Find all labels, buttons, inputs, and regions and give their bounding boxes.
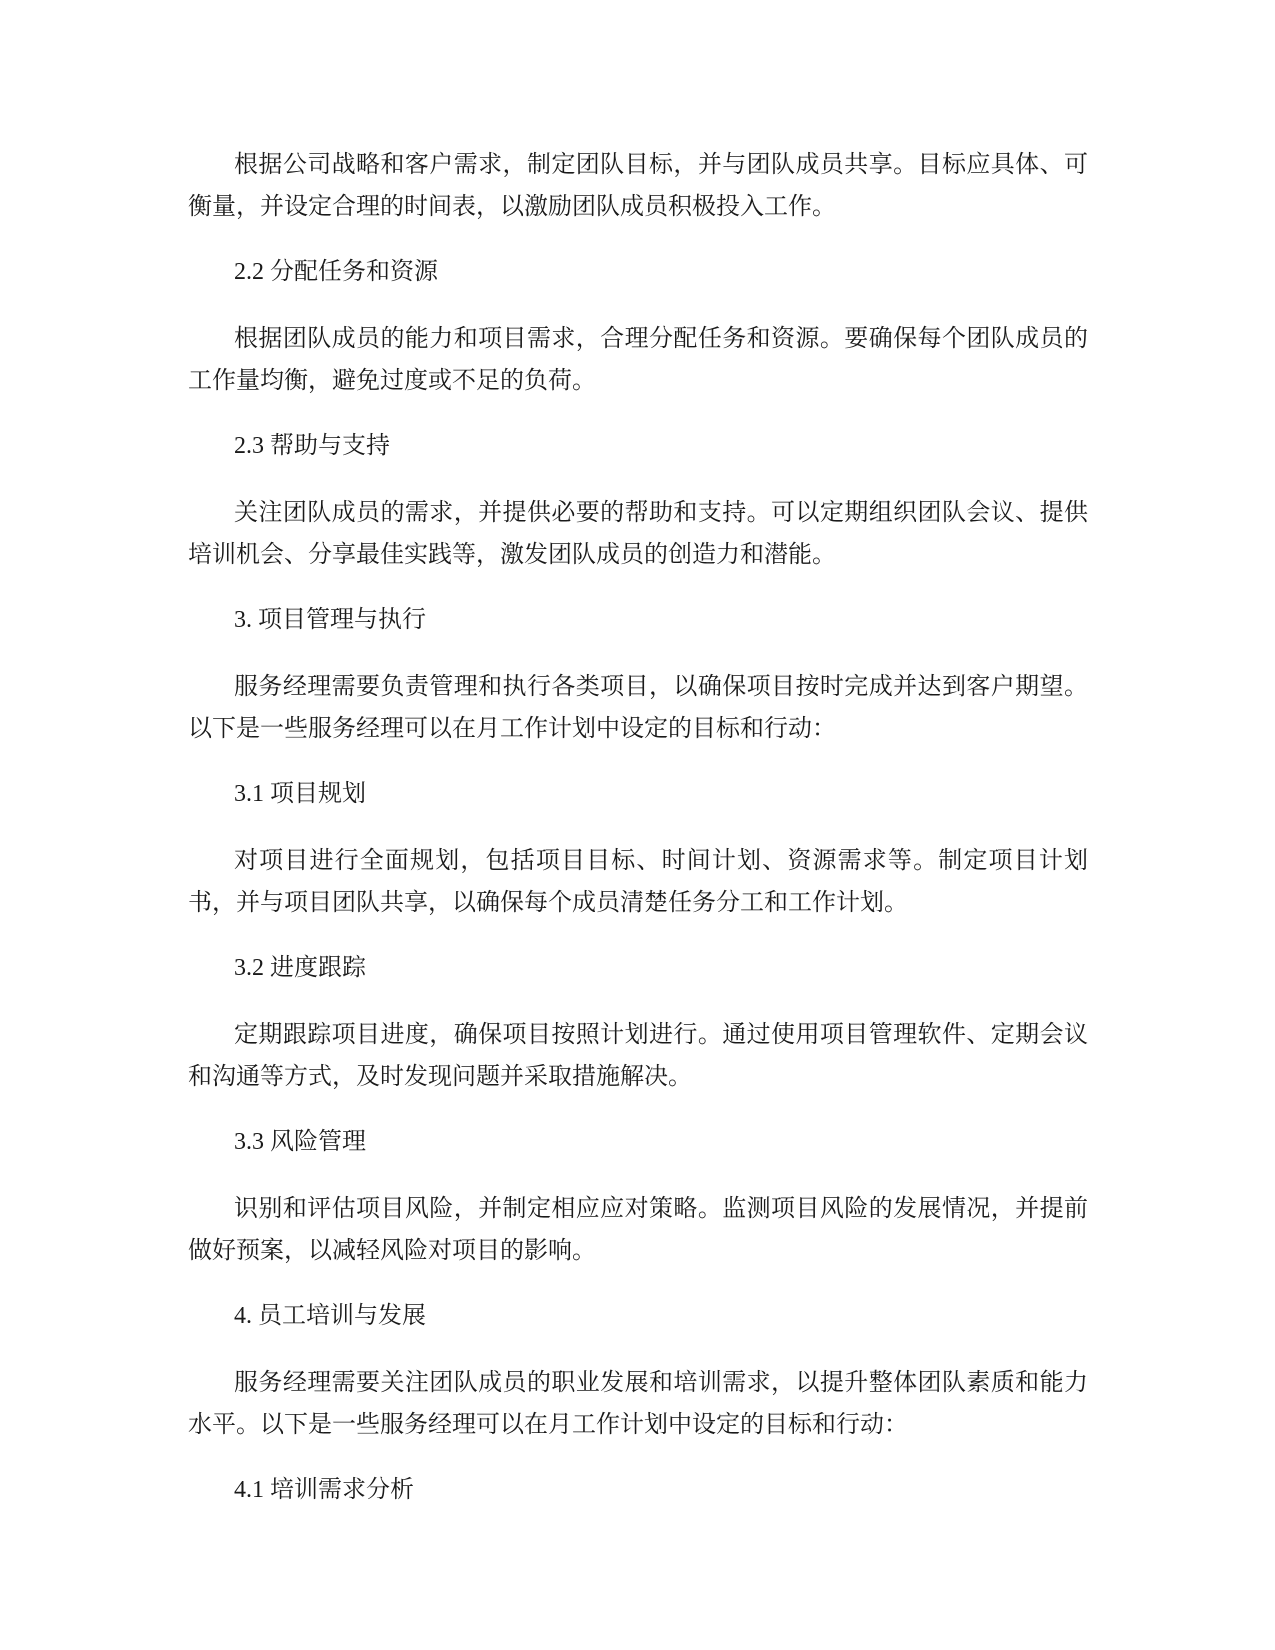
paragraph-training-development: 服务经理需要关注团队成员的职业发展和培训需求，以提升整体团队素质和能力水平。以下是一些服务经理可以在月工作计划中设定的目标和行动： xyxy=(188,1368,1088,1438)
document-body xyxy=(188,143,1088,1535)
paragraph-progress-tracking: 定期跟踪项目进度，确保项目按照计划进行。通过使用项目管理软件、定期会议和沟通等方式，及时发现问题并采取措施解决。 xyxy=(188,1020,1088,1090)
section-heading-4-1: 4.1 培训需求分析 xyxy=(234,1477,414,1503)
section-heading-3: 3. 项目管理与执行 xyxy=(234,607,426,633)
paragraph-project-management: 服务经理需要负责管理和执行各类项目，以确保项目按时完成并达到客户期望。以下是一些服务经理可以在月工作计划中设定的目标和行动： xyxy=(188,672,1088,742)
paragraph-team-goals: 根据公司战略和客户需求，制定团队目标，并与团队成员共享。目标应具体、可衡量，并设定合理的时间表，以激励团队成员积极投入工作。 xyxy=(188,150,1088,220)
section-heading-3-1: 3.1 项目规划 xyxy=(234,781,366,807)
section-heading-2-3: 2.3 帮助与支持 xyxy=(234,433,390,459)
paragraph-help-support: 关注团队成员的需求，并提供必要的帮助和支持。可以定期组织团队会议、提供培训机会、分享最佳实践等，激发团队成员的创造力和潜能。 xyxy=(188,498,1088,568)
paragraph-risk-management: 识别和评估项目风险，并制定相应应对策略。监测项目风险的发展情况，并提前做好预案，以减轻风险对项目的影响。 xyxy=(188,1194,1088,1264)
section-heading-4: 4. 员工培训与发展 xyxy=(234,1303,426,1329)
section-heading-3-3: 3.3 风险管理 xyxy=(234,1129,366,1155)
paragraph-project-planning: 对项目进行全面规划，包括项目目标、时间计划、资源需求等。制定项目计划书，并与项目团队共享，以确保每个成员清楚任务分工和工作计划。 xyxy=(188,846,1088,916)
section-heading-2-2: 2.2 分配任务和资源 xyxy=(234,259,438,285)
paragraph-task-allocation: 根据团队成员的能力和项目需求，合理分配任务和资源。要确保每个团队成员的工作量均衡，避免过度或不足的负荷。 xyxy=(188,324,1088,394)
section-heading-3-2: 3.2 进度跟踪 xyxy=(234,955,366,981)
